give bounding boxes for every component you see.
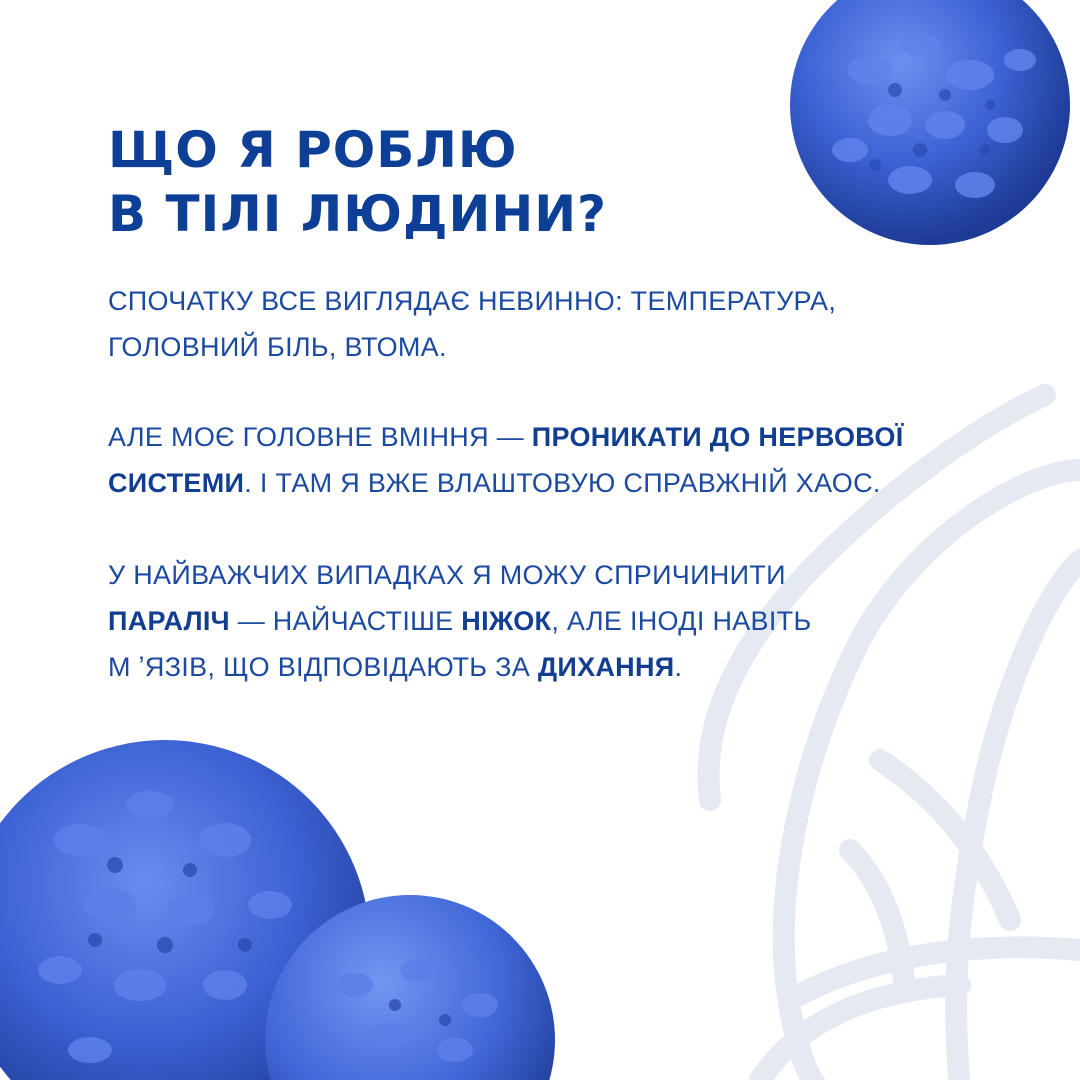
page-title: [108, 118, 607, 246]
paragraph-nervous-system: [108, 414, 903, 506]
p1-line-2: ГОЛОВНИЙ БІЛЬ, ВТОМА.: [108, 332, 447, 362]
p3-text-2: — НАЙЧАСТІШЕ: [229, 606, 462, 636]
p3-bold-paralysis: ПАРАЛІЧ: [108, 606, 230, 636]
p3-text-1: У НАЙВАЖЧИХ ВИПАДКАХ Я МОЖУ СПРИЧИНИТИ: [108, 560, 786, 590]
paragraph-paralysis: [108, 552, 811, 690]
p2-bold-1b: СИСТЕМИ: [108, 468, 245, 498]
title-line-1: ЩО Я РОБЛЮ: [108, 121, 518, 179]
p3-text-5: .: [674, 652, 683, 682]
p2-bold-1a: ПРОНИКАТИ ДО НЕРВОВОЇ: [531, 422, 904, 452]
paragraph-symptoms: [108, 278, 836, 370]
p2-text-1: АЛЕ МОЄ ГОЛОВНЕ ВМІННЯ —: [108, 422, 532, 452]
p3-text-3: , АЛЕ ІНОДІ НАВІТЬ: [551, 606, 812, 636]
virus-particle-cluster-illustration: [0, 730, 560, 1080]
p1-line-1: СПОЧАТКУ ВСЕ ВИГЛЯДАЄ НЕВИННО: ТЕМПЕРАТУРА,: [108, 286, 837, 316]
p3-text-4: М ʼЯЗІВ, ЩО ВІДПОВІДАЮТЬ ЗА: [108, 652, 538, 682]
p3-bold-legs: НІЖОК: [461, 606, 552, 636]
virus-particle-illustration: [780, 0, 1080, 250]
title-line-2: В ТІЛІ ЛЮДИНИ?: [108, 185, 608, 243]
p2-text-2: . І ТАМ Я ВЖЕ ВЛАШТОВУЮ СПРАВЖНІЙ ХАОС.: [244, 468, 881, 498]
p3-bold-breathing: ДИХАННЯ: [537, 652, 675, 682]
